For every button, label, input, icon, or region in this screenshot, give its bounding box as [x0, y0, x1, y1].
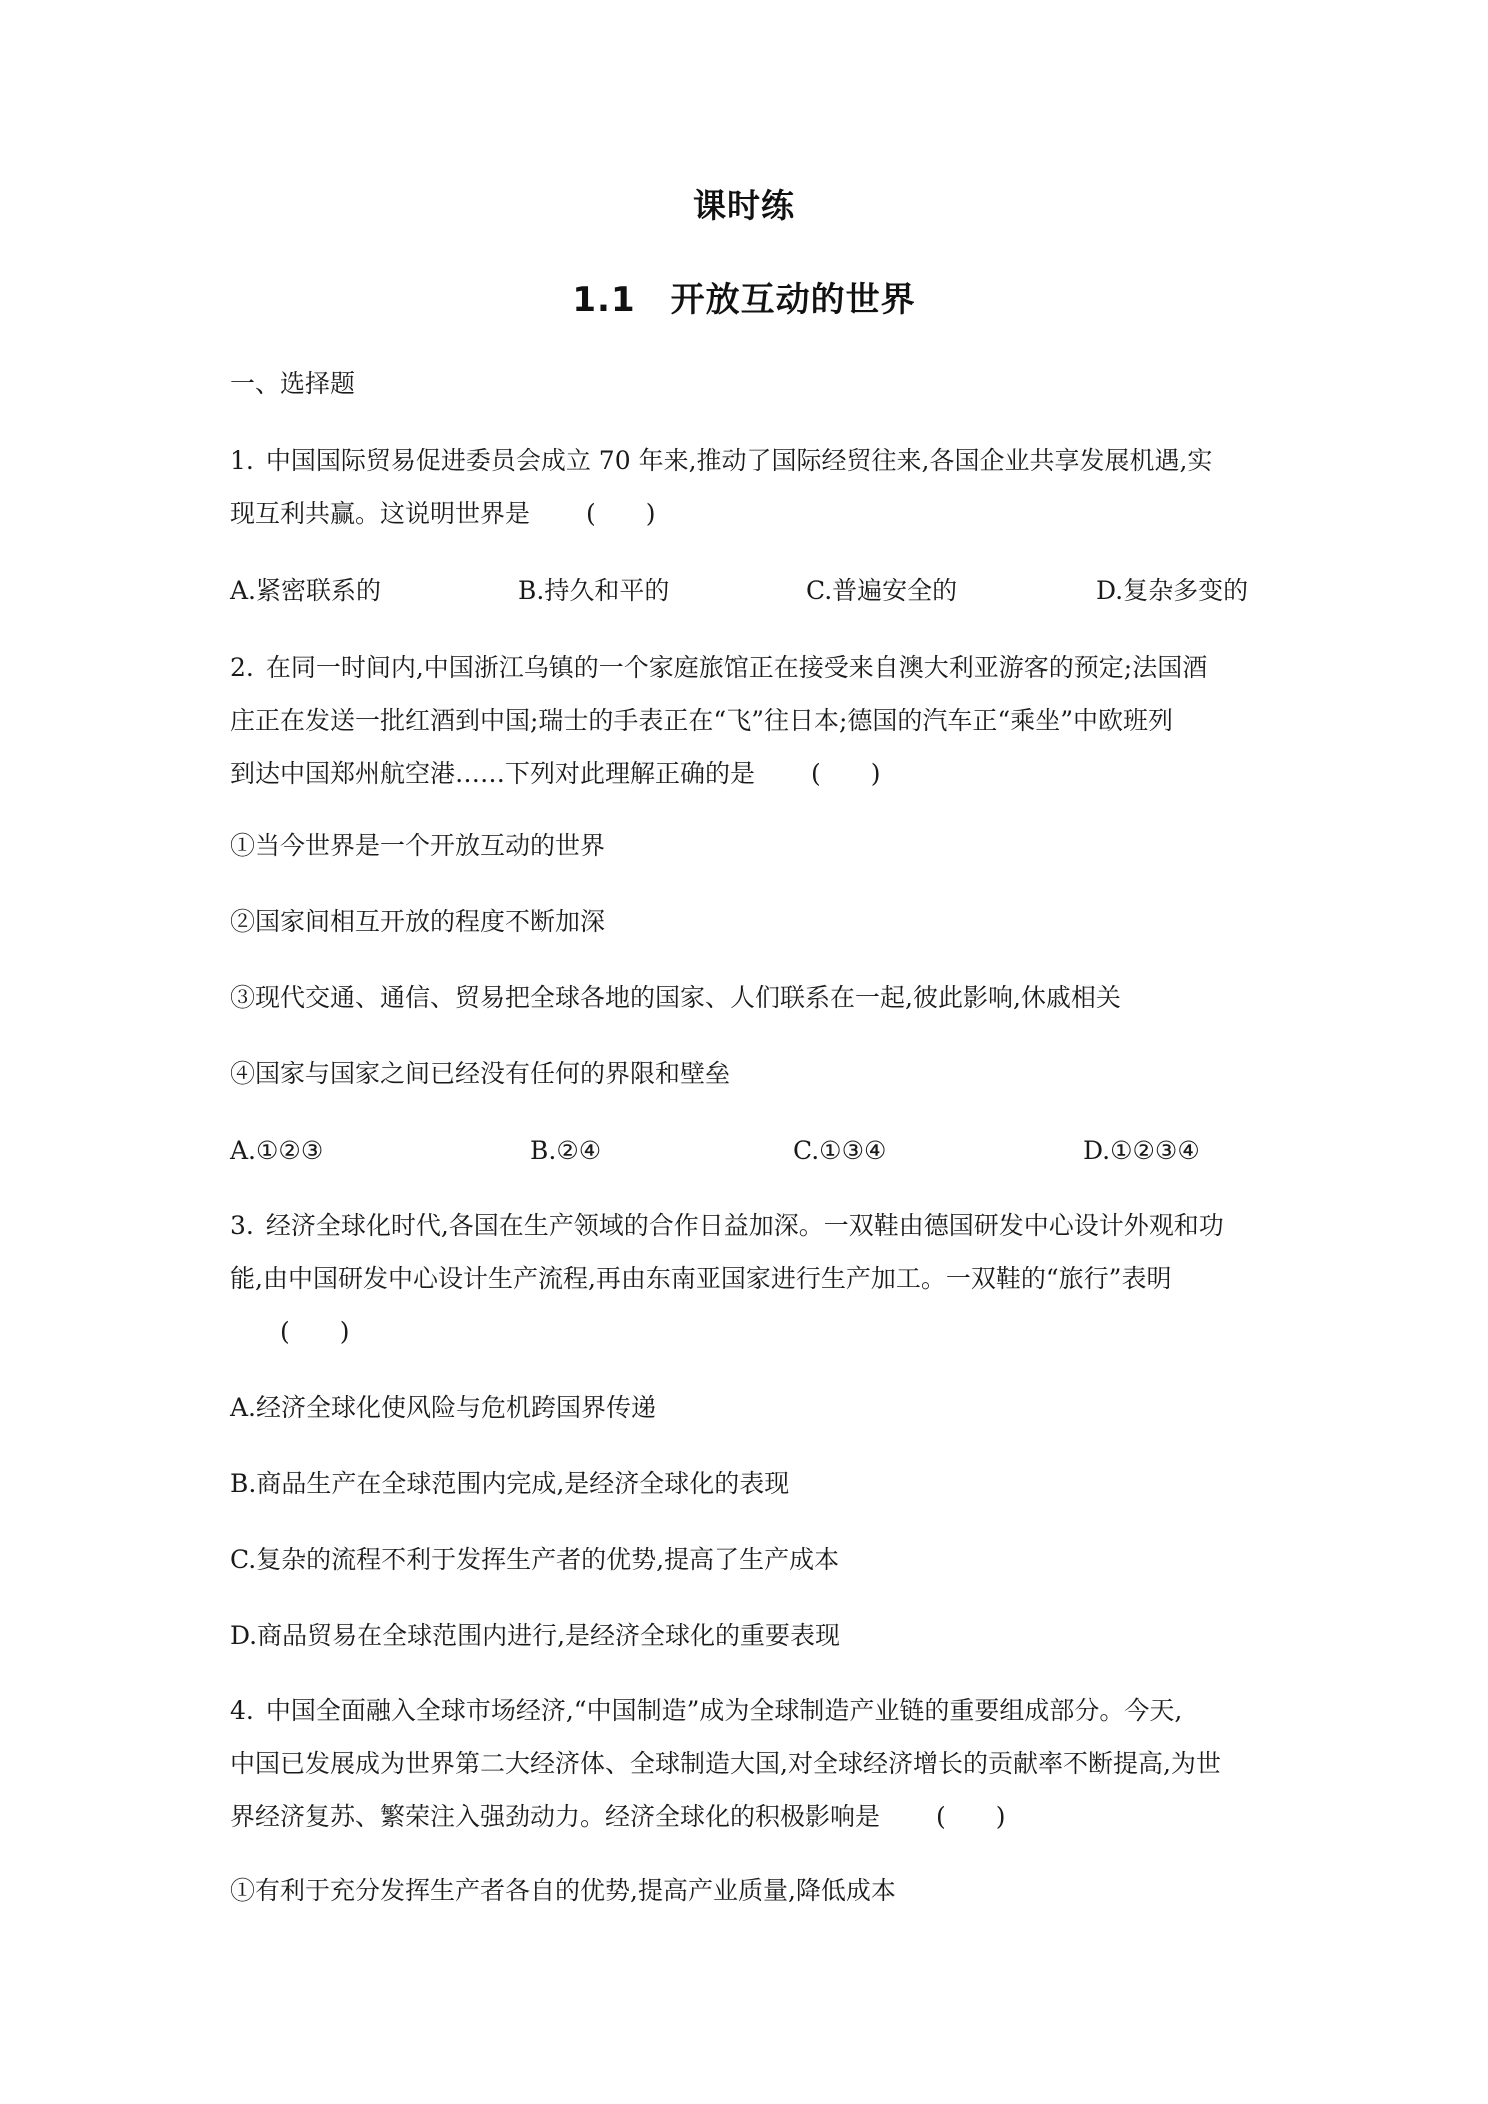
question-2-option-b: B.②④: [530, 1136, 602, 1165]
answer-blank: ( ): [811, 759, 881, 788]
answer-blank: ( ): [280, 1317, 350, 1346]
question-4-line-1: [230, 1693, 1182, 1729]
question-2-item-2: ②国家间相互开放的程度不断加深: [230, 907, 606, 936]
question-3-option-b: B.商品生产在全球范围内完成,是经济全球化的表现: [230, 1469, 790, 1498]
question-number: 3.: [230, 1211, 254, 1240]
question-3-line-1: [230, 1208, 1224, 1244]
question-text: 中国全面融入全球市场经济,“中国制造”成为全球制造产业链的重要组成部分。今天,: [265, 1696, 1183, 1725]
question-1-line-2: [230, 496, 656, 532]
question-1-option-d: D.复杂多变的: [1096, 576, 1249, 605]
question-2-line-1: [230, 650, 1207, 686]
question-1-option-c: C.普遍安全的: [806, 576, 958, 605]
question-2-line-2: 庄正在发送一批红酒到中国;瑞士的手表正在“飞”往日本;德国的汽车正“乘坐”中欧班列: [230, 706, 1173, 735]
question-3-option-a: A.经济全球化使风险与危机跨国界传递: [230, 1393, 657, 1422]
question-2-line-3: [230, 756, 881, 792]
question-number: 1.: [230, 446, 254, 475]
question-3-option-c: C.复杂的流程不利于发挥生产者的优势,提高了生产成本: [230, 1545, 840, 1574]
lesson-title: 1.1 开放互动的世界: [572, 280, 916, 320]
question-number: 2.: [230, 653, 254, 682]
question-2-option-c: C.①③④: [793, 1136, 887, 1165]
question-2-item-4: ④国家与国家之间已经没有任何的界限和壁垒: [230, 1059, 731, 1088]
page-title: 课时练: [693, 186, 795, 225]
answer-blank: ( ): [586, 499, 656, 528]
question-text: 界经济复苏、繁荣注入强劲动力。经济全球化的积极影响是: [230, 1802, 881, 1831]
question-2-item-3: ③现代交通、通信、贸易把全球各地的国家、人们联系在一起,彼此影响,休戚相关: [230, 983, 1121, 1012]
question-1-option-a: A.紧密联系的: [230, 576, 382, 605]
question-4-item-1: ①有利于充分发挥生产者各自的优势,提高产业质量,降低成本: [230, 1876, 896, 1905]
question-text: 在同一时间内,中国浙江乌镇的一个家庭旅馆正在接受来自澳大利亚游客的预定;法国酒: [265, 653, 1208, 682]
question-2-option-d: D.①②③④: [1083, 1136, 1200, 1165]
section-heading: 一、选择题: [230, 369, 356, 398]
question-3-option-d: D.商品贸易在全球范围内进行,是经济全球化的重要表现: [230, 1621, 841, 1650]
question-text: 经济全球化时代,各国在生产领域的合作日益加深。一双鞋由德国研发中心设计外观和功: [265, 1211, 1224, 1240]
question-1-line-1: [230, 443, 1212, 479]
question-4-line-2: 中国已发展成为世界第二大经济体、全球制造大国,对全球经济增长的贡献率不断提高,为世: [230, 1749, 1221, 1778]
question-4-line-3: [230, 1799, 1006, 1835]
question-number: 4.: [230, 1696, 254, 1725]
question-text: 到达中国郑州航空港……下列对此理解正确的是: [230, 759, 756, 788]
question-text: 中国国际贸易促进委员会成立 70 年来,推动了国际经贸往来,各国企业共享发展机遇,实: [265, 446, 1213, 475]
question-2-item-1: ①当今世界是一个开放互动的世界: [230, 831, 606, 860]
question-text: 现互利共赢。这说明世界是: [230, 499, 531, 528]
question-3-line-2: 能,由中国研发中心设计生产流程,再由东南亚国家进行生产加工。一双鞋的“旅行”表明: [230, 1264, 1172, 1293]
question-2-option-a: A.①②③: [230, 1136, 324, 1165]
answer-blank: ( ): [936, 1802, 1006, 1831]
question-1-option-b: B.持久和平的: [518, 576, 670, 605]
